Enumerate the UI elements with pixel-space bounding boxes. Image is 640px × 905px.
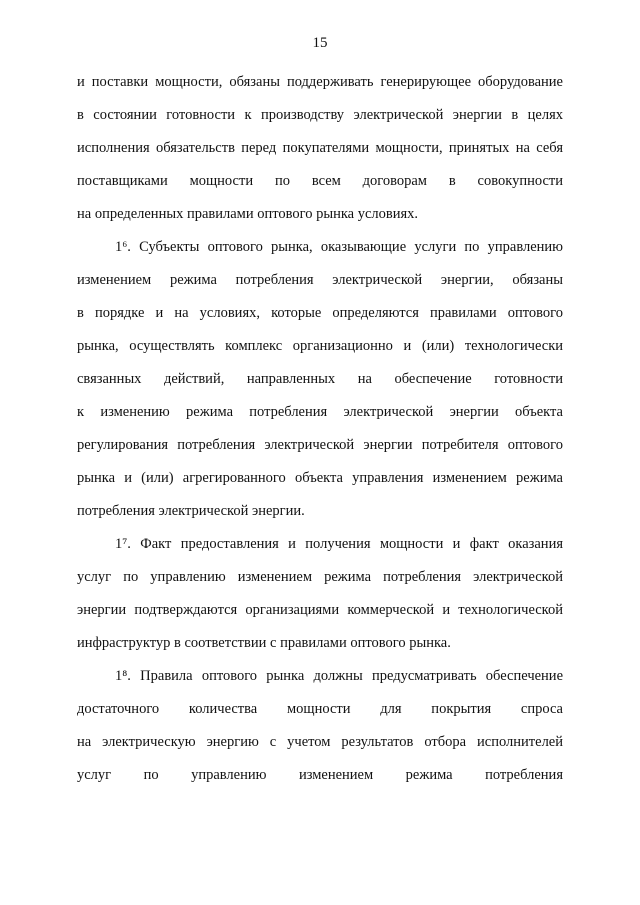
text-line: 1⁸. Правила оптового рынка должны предусматривать обеспечение bbox=[115, 668, 563, 684]
text-line: энергии подтверждаются организациями коммерческой и технологической bbox=[77, 602, 563, 618]
paragraph-1-7 bbox=[77, 528, 563, 660]
paragraph-1-6 bbox=[77, 231, 563, 528]
text-line: и поставки мощности, обязаны поддерживать генерирующее оборудование bbox=[77, 74, 563, 90]
text-line: потребления электрической энергии. bbox=[77, 503, 305, 519]
text-line: рынка, осуществлять комплекс организационно и (или) технологически bbox=[77, 338, 563, 354]
text-line: 1⁷. Факт предоставления и получения мощности и факт оказания bbox=[115, 536, 563, 552]
text-line: в состоянии готовности к производству электрической энергии в целях bbox=[77, 107, 563, 123]
paragraph-continuation bbox=[77, 66, 563, 231]
text-line: достаточного количества мощности для покрытия спроса bbox=[77, 701, 563, 717]
text-line: исполнения обязательств перед покупателями мощности, принятых на себя bbox=[77, 140, 563, 156]
text-line: на электрическую энергию с учетом результатов отбора исполнителей bbox=[77, 734, 563, 750]
text-line: к изменению режима потребления электрической энергии объекта bbox=[77, 404, 563, 420]
page-number: 15 bbox=[312, 35, 328, 51]
text-line: изменением режима потребления электрической энергии, обязаны bbox=[77, 272, 563, 288]
text-line: в порядке и на условиях, которые определяются правилами оптового bbox=[77, 305, 563, 321]
text-line: рынка и (или) агрегированного объекта управления изменением режима bbox=[77, 470, 563, 486]
text-line: услуг по управлению изменением режима потребления bbox=[77, 767, 563, 783]
text-line: поставщиками мощности по всем договорам в совокупности bbox=[77, 173, 563, 189]
text-line: услуг по управлению изменением режима потребления электрической bbox=[77, 569, 563, 585]
text-line: инфраструктур в соответствии с правилами оптового рынка. bbox=[77, 635, 451, 651]
text-line: 1⁶. Субъекты оптового рынка, оказывающие услуги по управлению bbox=[115, 239, 563, 255]
text-line: регулирования потребления электрической энергии потребителя оптового bbox=[77, 437, 563, 453]
text-line: на определенных правилами оптового рынка условиях. bbox=[77, 206, 419, 222]
document-body bbox=[77, 66, 563, 792]
paragraph-1-8 bbox=[77, 660, 563, 792]
text-line: связанных действий, направленных на обеспечение готовности bbox=[77, 371, 563, 387]
